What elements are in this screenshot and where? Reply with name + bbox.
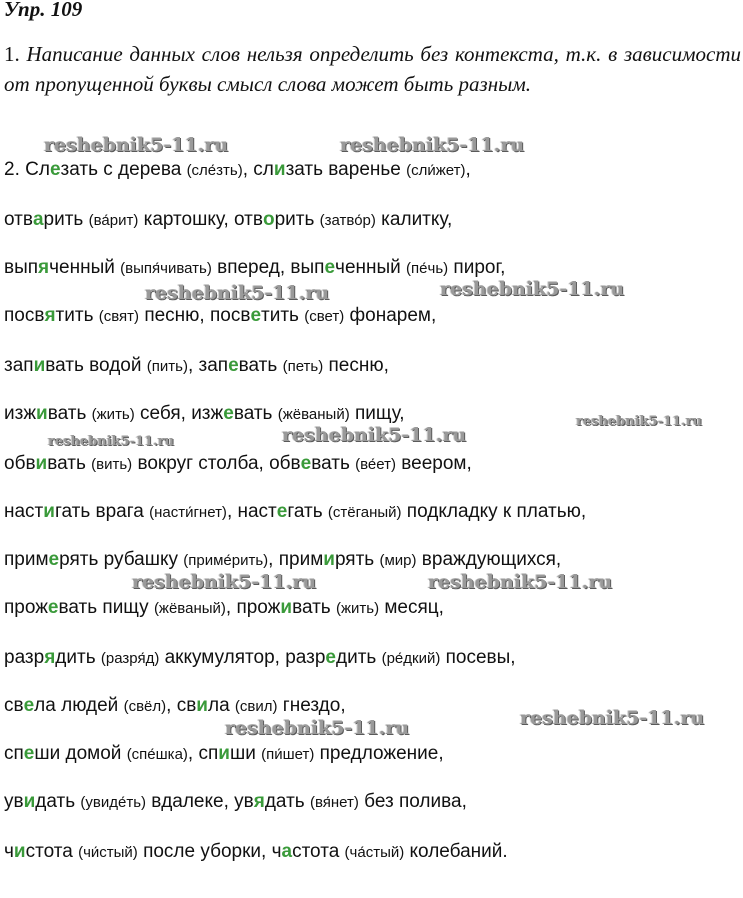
line-text: веером,: [396, 453, 472, 474]
line-text: вать: [47, 403, 92, 424]
answer-line: [4, 742, 444, 767]
line-text: прим: [4, 549, 49, 570]
line-text: зать варенье: [285, 159, 407, 180]
watermark: reshebnik5-11.ru: [440, 278, 625, 300]
highlighted-letter: и: [218, 743, 230, 764]
highlighted-letter: и: [196, 695, 208, 716]
answer-line: [4, 694, 346, 719]
highlighted-letter: и: [23, 791, 36, 812]
line-text: гать: [287, 501, 328, 522]
line-text: зать с дерева: [60, 159, 187, 180]
line-text: вать: [238, 355, 283, 376]
watermark: reshebnik5-11.ru: [282, 424, 467, 446]
line-text: месяц,: [379, 597, 444, 618]
answer-line: [4, 354, 389, 379]
watermark: reshebnik5-11.ru: [132, 571, 317, 593]
check-word: (свят): [98, 308, 140, 325]
line-text: посевы,: [440, 647, 516, 668]
line-text: колебаний.: [404, 841, 508, 862]
highlighted-letter: е: [23, 695, 35, 716]
highlighted-letter: е: [23, 743, 35, 764]
line-text: дить: [55, 647, 101, 668]
check-word: (выпя́чивать): [120, 260, 212, 277]
highlighted-letter: я: [38, 257, 50, 278]
line-text: стота: [292, 841, 345, 862]
line-text: рять рубашку: [59, 549, 184, 570]
line-text: обв: [4, 453, 36, 474]
line-text: , прож: [225, 597, 281, 618]
check-word: (жёваный): [277, 406, 350, 423]
line-text: после уборки, ч: [137, 841, 282, 862]
check-word: (ча́стый): [344, 844, 405, 861]
highlighted-letter: и: [36, 403, 48, 424]
line-text: тить: [55, 305, 99, 326]
line-text: , зап: [187, 355, 229, 376]
answer-line: [4, 208, 452, 233]
highlighted-letter: е: [48, 549, 60, 570]
highlighted-letter: и: [43, 501, 55, 522]
line-text: , прим: [268, 549, 324, 570]
line-text: , сп: [187, 743, 219, 764]
answer-line: [4, 840, 508, 865]
line-text: вать: [47, 453, 92, 474]
check-word: (насти́гнет): [149, 504, 227, 521]
answer-line: [4, 646, 516, 671]
check-word: (ре́дкий): [381, 650, 441, 667]
line-text: вать пищу: [58, 597, 154, 618]
answer-line: [4, 158, 471, 183]
check-word: (жёваный): [153, 600, 226, 617]
line-text: посв: [4, 305, 45, 326]
check-word: (спе́шка): [126, 746, 188, 763]
line-text: аккумулятор, разр: [159, 647, 326, 668]
line-text: вать водой: [45, 355, 147, 376]
check-word: (петь): [282, 358, 324, 375]
line-text: , сл: [242, 159, 274, 180]
line-text: наст: [4, 501, 44, 522]
line-text: сп: [4, 743, 24, 764]
line-text: калитку,: [375, 209, 453, 230]
watermark: reshebnik5-11.ru: [520, 707, 705, 729]
line-text: картошку, отв: [138, 209, 263, 230]
watermark: reshebnik5-11.ru: [44, 134, 229, 156]
highlighted-letter: е: [223, 403, 234, 424]
line-text: ,: [465, 159, 471, 180]
check-word: (ве́ет): [355, 456, 396, 473]
watermark: reshebnik5-11.ru: [225, 717, 410, 739]
highlighted-letter: я: [44, 305, 56, 326]
answer-line: [4, 548, 561, 573]
line-text: ла людей: [34, 695, 124, 716]
watermark: reshebnik5-11.ru: [340, 134, 525, 156]
check-word: (пи́шет): [261, 746, 315, 763]
answer-line: [4, 500, 586, 525]
line-text: разр: [4, 647, 45, 668]
line-text: ченный: [49, 257, 121, 278]
line-text: рить: [274, 209, 320, 230]
line-text: дать: [264, 791, 310, 812]
exercise-title: Упр. 109: [4, 0, 83, 21]
line-text: песню,: [323, 355, 389, 376]
line-text: вокруг столба, обв: [132, 453, 301, 474]
line-text: себя, изж: [134, 403, 224, 424]
answer-line: [4, 256, 505, 281]
check-word: (вя́нет): [309, 794, 359, 811]
highlighted-letter: и: [280, 597, 293, 618]
line-text: без полива,: [358, 791, 467, 812]
check-word: (пе́чь): [406, 260, 449, 277]
line-text: вдалеке, ув: [146, 791, 254, 812]
line-text: изж: [4, 403, 37, 424]
highlighted-letter: я: [253, 791, 265, 812]
watermark: reshebnik5-11.ru: [576, 414, 703, 429]
line-text: тить: [261, 305, 305, 326]
check-word: (затво́р): [319, 212, 376, 229]
line-text: враждующихся,: [416, 549, 562, 570]
highlighted-letter: и: [273, 159, 286, 180]
highlighted-letter: и: [323, 549, 335, 570]
line-text: св: [4, 695, 24, 716]
watermark: reshebnik5-11.ru: [428, 571, 613, 593]
highlighted-letter: е: [325, 647, 336, 668]
line-text: , св: [166, 695, 197, 716]
check-word: (жить): [91, 406, 135, 423]
line-text: зап: [4, 355, 34, 376]
check-word: (ва́рит): [88, 212, 139, 229]
line-text: дить: [336, 647, 382, 668]
highlighted-letter: е: [47, 597, 59, 618]
highlighted-letter: е: [49, 159, 61, 180]
line-text: подкладку к платью,: [401, 501, 587, 522]
check-word: (мир): [379, 552, 417, 569]
answer-line: [4, 402, 405, 427]
check-word: (свёл): [123, 698, 167, 715]
answer-line: [4, 452, 472, 477]
answer-line: [4, 304, 436, 329]
line-text: вперед, вып: [211, 257, 325, 278]
line-text: стота: [25, 841, 79, 862]
check-word: (стёганый): [327, 504, 402, 521]
highlighted-letter: я: [44, 647, 56, 668]
intro-text: Написание данных слов нельзя определить без контекста, т.к. в зависимости от пропущенной буквы смысл слова может быть разным.: [4, 42, 741, 96]
line-text: ченный: [335, 257, 407, 278]
watermark: reshebnik5-11.ru: [48, 434, 175, 449]
line-text: ши: [229, 743, 262, 764]
line-text: пищу,: [349, 403, 405, 424]
check-word: (жить): [335, 600, 380, 617]
check-word: (сле́зть): [186, 162, 243, 179]
line-text: рять: [334, 549, 380, 570]
highlighted-letter: е: [324, 257, 336, 278]
highlighted-letter: а: [32, 209, 44, 230]
line-text: фонарем,: [344, 305, 437, 326]
check-word: (свил): [234, 698, 278, 715]
intro-paragraph: [4, 39, 741, 99]
highlighted-letter: е: [276, 501, 288, 522]
intro-number: 1.: [4, 42, 20, 66]
line-text: песню, посв: [139, 305, 251, 326]
check-word: (приме́рить): [183, 552, 269, 569]
check-word: (увиде́ть): [80, 794, 147, 811]
check-word: (свет): [304, 308, 345, 325]
line-text: отв: [4, 209, 33, 230]
highlighted-letter: е: [300, 453, 312, 474]
line-text: дать: [35, 791, 81, 812]
highlighted-letter: о: [262, 209, 275, 230]
line-text: ши домой: [34, 743, 127, 764]
line-text: прож: [4, 597, 48, 618]
highlighted-letter: и: [13, 841, 26, 862]
highlighted-letter: а: [281, 841, 293, 862]
watermark: reshebnik5-11.ru: [145, 282, 330, 304]
highlighted-letter: е: [250, 305, 262, 326]
check-word: (разря́д): [100, 650, 160, 667]
line-text: ла: [207, 695, 235, 716]
line-text: вать: [292, 597, 336, 618]
answer-line: [4, 596, 444, 621]
check-word: (сли́жет): [406, 162, 466, 179]
answer-line: [4, 790, 467, 815]
line-text: гнездо,: [277, 695, 346, 716]
line-text: предложение,: [314, 743, 444, 764]
check-word: (вить): [91, 456, 133, 473]
highlighted-letter: и: [35, 453, 48, 474]
line-text: пирог,: [448, 257, 506, 278]
line-text: вып: [4, 257, 39, 278]
line-text: 2. Сл: [4, 159, 50, 180]
line-text: вать: [311, 453, 356, 474]
line-text: , наст: [226, 501, 277, 522]
check-word: (чи́стый): [78, 844, 138, 861]
line-text: гать врага: [54, 501, 150, 522]
line-text: вать: [233, 403, 278, 424]
line-text: ув: [4, 791, 24, 812]
check-word: (пить): [146, 358, 188, 375]
highlighted-letter: е: [228, 355, 239, 376]
line-text: рить: [43, 209, 89, 230]
line-text: ч: [4, 841, 14, 862]
highlighted-letter: и: [33, 355, 46, 376]
